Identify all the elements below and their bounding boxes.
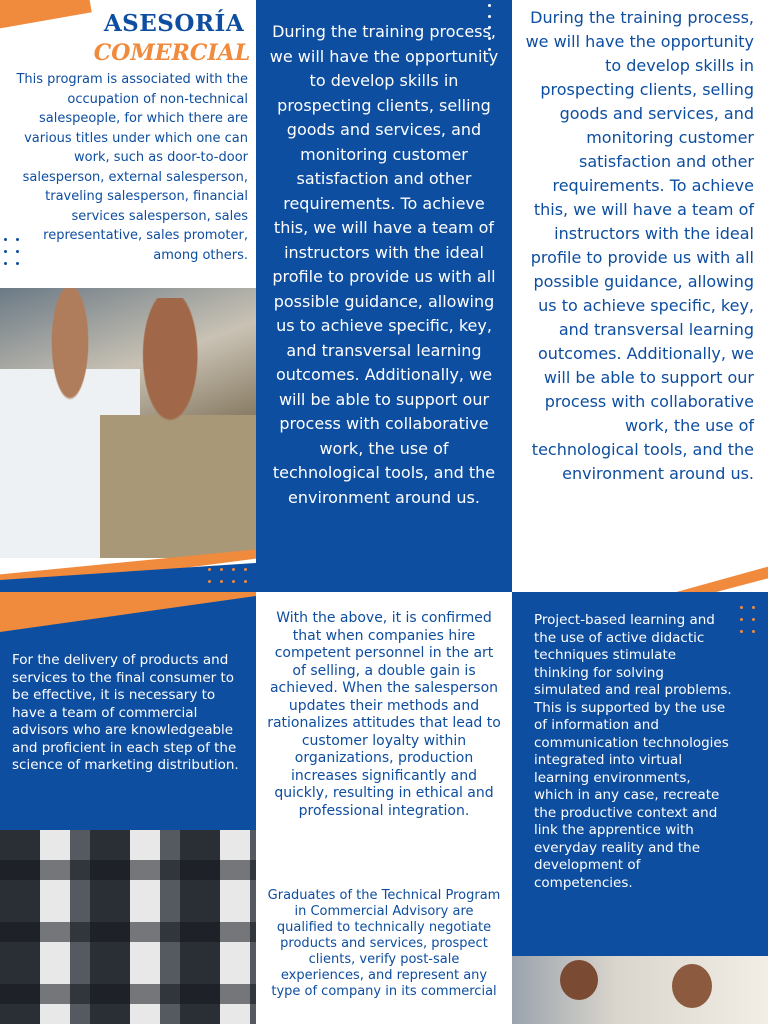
panel-intro: [0, 0, 256, 592]
panel-project-learning: [512, 592, 768, 1024]
brochure-title-line1: ASESORÍA: [103, 10, 245, 37]
double-gain-paragraph: With the above, it is confirmed that when companies hire competent personnel in the art of selling, a double gain is achieved. When the salesperson updates their methods and rationalizes attitudes that lead to customer loyalty within organizations, production increases significantly and quickly, resulting in ethical and professional integration.: [267, 610, 501, 819]
photo-computer-classroom: [0, 830, 256, 1024]
decorative-stripe: [0, 0, 92, 31]
panel-training-process-repeat: [512, 0, 768, 592]
decorative-dots: [4, 238, 19, 265]
brochure-title-line2: COMERCIAL: [93, 40, 251, 66]
decorative-dots: [208, 556, 247, 583]
panel-double-gain: [256, 592, 512, 1024]
project-learning-paragraph: Project-based learning and the use of active didactic techniques stimulate thinking for solving simulated and real problems. This is supported by the use of information and communication technologies integrated into virtual learning environments, which in any case, recreate the productive context and link the apprentice with everyday reality and the development of competencies.: [534, 612, 732, 891]
graduates-paragraph: Graduates of the Technical Program in Commercial Advisory are qualified to technically negotiate products and services, prospect clients, verify post-sale experiences, and represent any type of company in its commercial: [267, 888, 501, 999]
panel-training-process: [256, 0, 512, 592]
decorative-stripe: [662, 556, 768, 592]
decorative-dots: [740, 606, 755, 633]
delivery-paragraph: For the delivery of products and services to the final consumer to be effective, it is necessary to have a team of commercial advisors who are knowledgeable and proficient in each step of the science of marketing distribution.: [12, 652, 239, 773]
decorative-stripe: [0, 592, 256, 632]
intro-paragraph: This program is associated with the occupation of non-technical salespeople, for which there are various titles under which one can work, such as door-to-door salesperson, external salesperson, traveling salesperson, financial services salesperson, sales representative, sales promoter, among others.: [16, 72, 248, 263]
panel-delivery: [0, 592, 256, 1024]
photo-instructor-and-student: [0, 288, 256, 558]
photo-call-center-agents: [512, 956, 768, 1024]
training-paragraph-repeat: During the training process, we will have the opportunity to develop skills in prospecting clients, selling goods and services, and monitoring customer satisfaction and other requirements. To achieve this, we will have a team of instructors with the ideal profile to provide us with all possible guidance, allowing us to achieve specific, key, and transversal learning outcomes. Additionally, we will be able to support our process with collaborative work, the use of technological tools, and the environment around us.: [525, 8, 754, 483]
training-paragraph: During the training process, we will have the opportunity to develop skills in prospecting clients, selling goods and services, and monitoring customer satisfaction and other requirements. To achieve this, we will have a team of instructors with the ideal profile to provide us with all possible guidance, allowing us to achieve specific, key, and transversal learning outcomes. Additionally, we will be able to support our process with collaborative work, the use of technological tools, and the environment around us.: [269, 22, 499, 507]
